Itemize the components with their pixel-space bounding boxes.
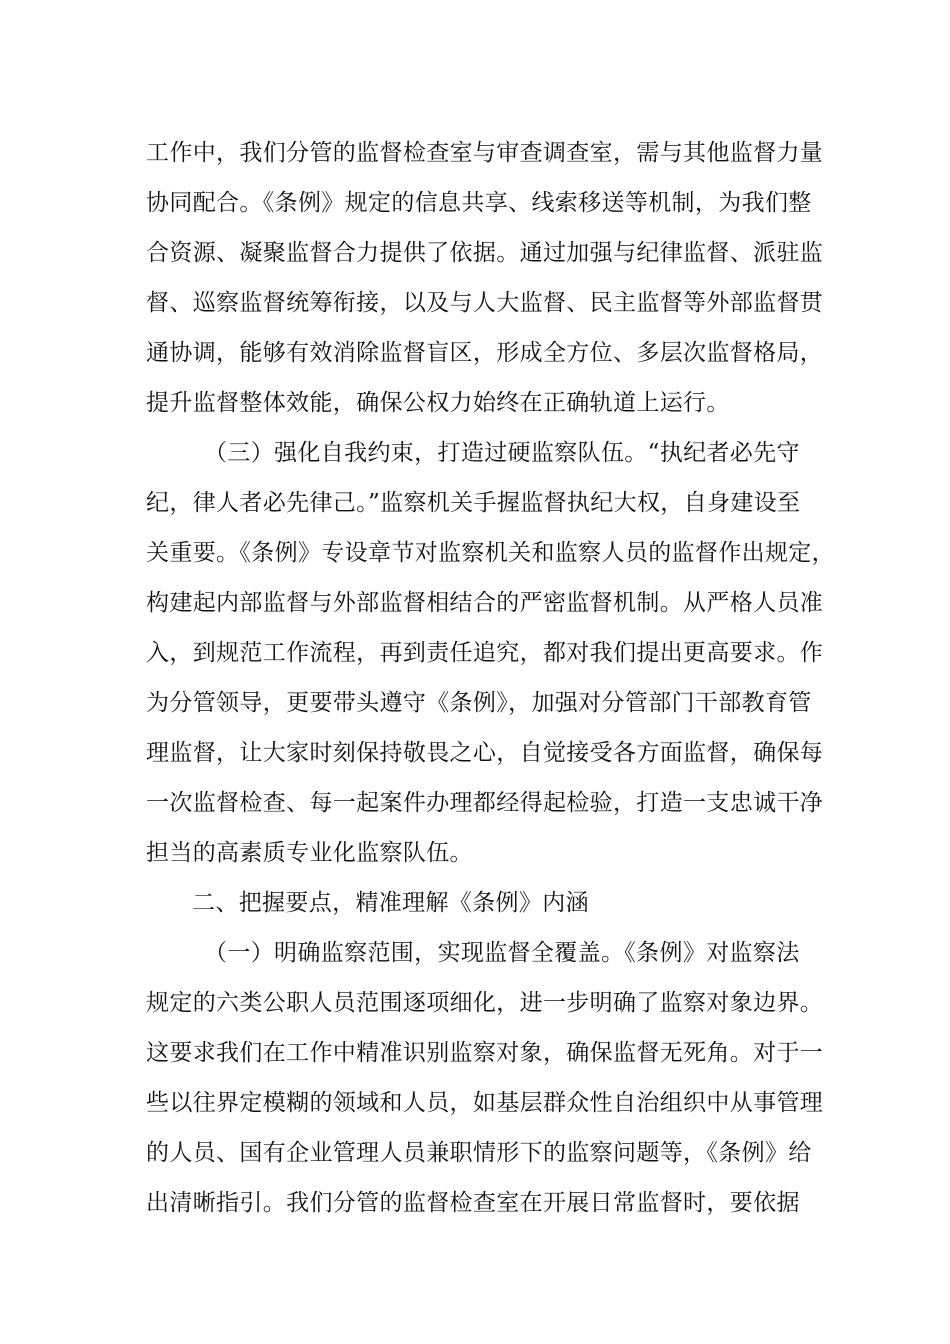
paragraph-line: 入，到规范工作流程，再到责任追究，都对我们提出更高要求。作 [146,640,824,666]
subsection-heading-line: （一）明确监察范围，实现监督全覆盖。《条例》对监察法 [204,940,800,966]
paragraph-line: 关重要。《条例》专设章节对监察机关和监察人员的监督作出规定， [146,540,835,566]
paragraph-line: 这要求我们在工作中精准识别监察对象，确保监督无死角。对于一 [146,1040,824,1066]
paragraph-line: 担当的高素质专业化监察队伍。 [146,840,473,866]
paragraph-line: 些以往界定模糊的领域和人员，如基层群众性自治组织中从事管理 [146,1090,824,1116]
paragraph-line: 合资源、凝聚监督合力提供了依据。通过加强与纪律监督、派驻监 [146,240,824,266]
paragraph-line: 督、巡察监督统筹衔接，以及与人大监督、民主监督等外部监督贯 [146,290,824,316]
paragraph-line: 提升监督整体效能，确保公权力始终在正确轨道上运行。 [146,390,730,416]
paragraph-line: 工作中，我们分管的监督检查室与审查调查室，需与其他监督力量 [146,140,824,166]
section-heading: 二、把握要点，精准理解《条例》内涵 [192,890,589,916]
paragraph-line: 为分管领导，更要带头遵守《条例》，加强对分管部门干部教育管 [146,690,812,716]
paragraph-line: 协同配合。《条例》规定的信息共享、线索移送等机制，为我们整 [146,190,812,216]
paragraph-line: 纪，律人者必先律己。”监察机关手握监督执纪大权，自身建设至 [146,490,801,516]
paragraph-line: 构建起内部监督与外部监督相结合的严密监督机制。从严格人员准 [146,590,824,616]
paragraph-line: 规定的六类公职人员范围逐项细化，进一步明确了监察对象边界。 [146,990,824,1016]
paragraph-line: 通协调，能够有效消除监督盲区，形成全方位、多层次监督格局， [146,340,824,366]
paragraph-line: 的人员、国有企业管理人员兼职情形下的监察问题等，《条例》给 [146,1140,812,1166]
subsection-heading-line: （三）强化自我约束，打造过硬监察队伍。“执纪者必先守 [204,440,800,466]
paragraph-line: 出清晰指引。我们分管的监督检查室在开展日常监督时，要依据 [146,1190,800,1216]
paragraph-line: 一次监督检查、每一起案件办理都经得起检验，打造一支忠诚干净 [146,790,824,816]
document-body [146,128,835,1228]
paragraph-line: 理监督，让大家时刻保持敬畏之心，自觉接受各方面监督，确保每 [146,740,824,766]
